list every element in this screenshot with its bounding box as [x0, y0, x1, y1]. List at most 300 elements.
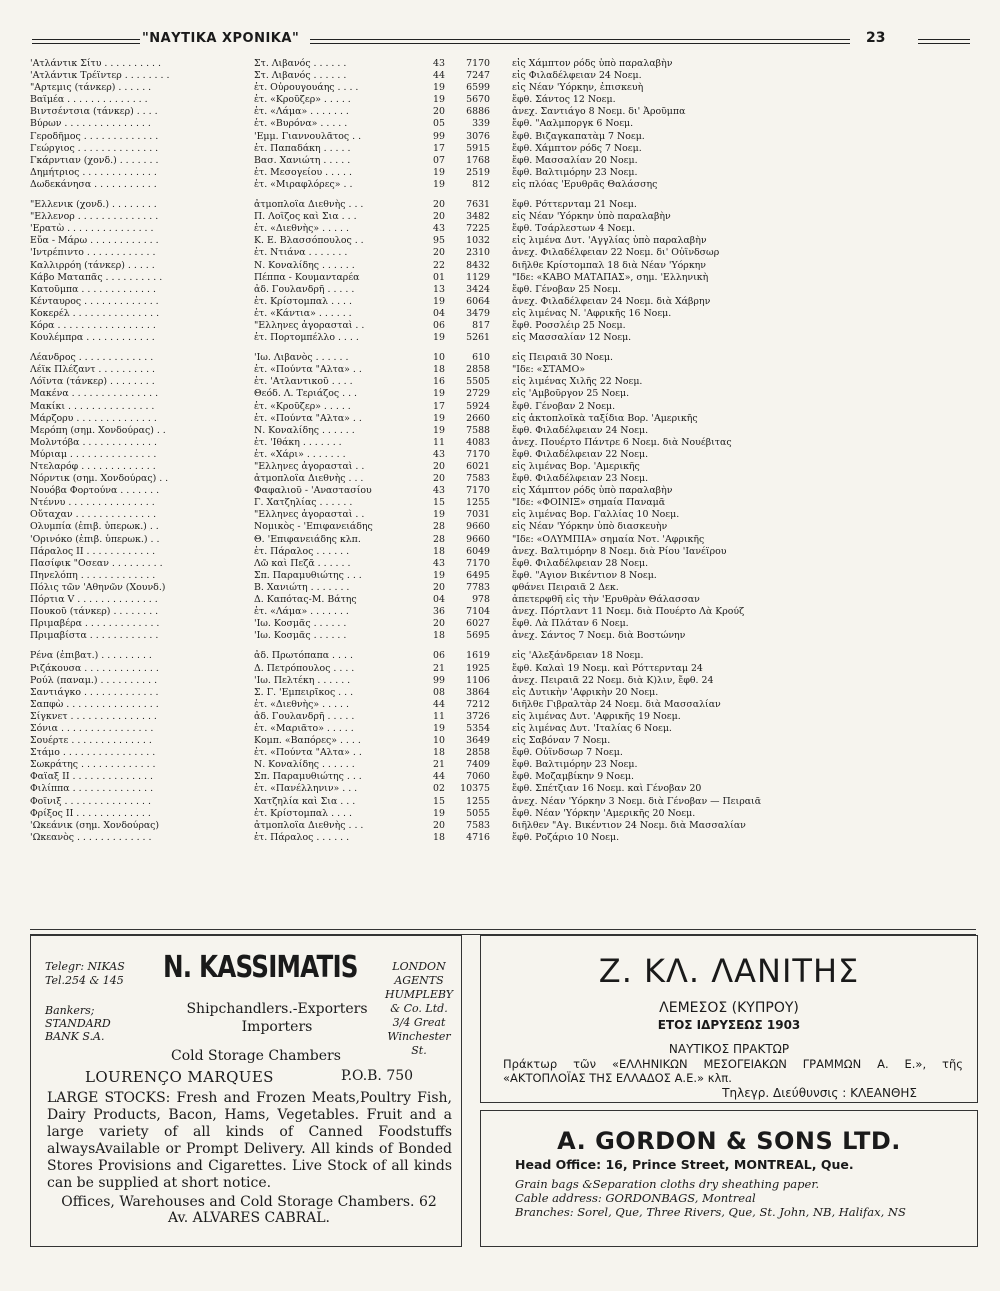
tonnage: 8432 — [466, 259, 490, 271]
ship-row — [30, 70, 978, 82]
location-note: ἀνεχ. Πουέρτο Πάντρε 6 Νοεμ. διὰ Νουέβιτας — [512, 436, 732, 448]
tonnage: 4083 — [466, 436, 490, 448]
ship-name: Πόρτια V . . . . . . . . . . . . . . — [30, 594, 158, 606]
ship-name: Φρίξος ΙΙ . . . . . . . . . . . . . — [30, 807, 151, 819]
flag-code: 19 — [433, 295, 445, 307]
owner-agent: ἀτμοπλοΐα Διεθνὴς . . . — [254, 473, 364, 485]
ship-row — [30, 630, 978, 642]
location-note: ἔφθ. Λὰ Πλάταν 6 Νοεμ. — [512, 618, 629, 630]
flag-code: 19 — [433, 94, 445, 106]
flag-code: 16 — [433, 376, 445, 388]
location-note: ἔφθ. "Ααλμποργκ 6 Νοεμ. — [512, 118, 634, 130]
tonnage: 5924 — [466, 400, 490, 412]
location-note: εἰς Νέαν 'Υόρκην, ἐπισκευὴ — [512, 82, 644, 94]
owner-agent: ἑτ. «Βυρόνα» . . . . . — [254, 118, 348, 130]
flag-code: 10 — [433, 735, 445, 747]
location-note: "Ιδε: «ΦΟΙΝΙΞ» σημαία Παναμᾶ — [512, 497, 666, 509]
tonnage: 3726 — [466, 710, 490, 722]
ship-row — [30, 260, 978, 272]
flag-code: 43 — [433, 485, 445, 497]
flag-code: 20 — [433, 618, 445, 630]
ship-name: Πριμαβέρα . . . . . . . . . . . . . — [30, 618, 160, 630]
tonnage: 6049 — [466, 545, 490, 557]
location-note: διῆλθε Κρίστομπαλ 18 διὰ Νέαν 'Υόρκην — [512, 259, 706, 271]
owner-agent: Σπ. Παραμυθιώτης . . . — [254, 771, 362, 783]
ship-name: Βιντσέντσια (τάνκερ) . . . . — [30, 106, 158, 118]
ship-row — [30, 179, 978, 191]
owner-agent: ἑτ. Κρίστομπαλ . . . . — [254, 295, 352, 307]
flag-code: 99 — [433, 130, 445, 142]
bankers-line: BANK S.A. — [45, 1030, 105, 1043]
flag-code: 07 — [433, 154, 445, 166]
location-note: εἰς λιμένας Βορ. 'Αμερικῆς — [512, 461, 640, 472]
location-note: ἔφθ. Μασσαλίαν 20 Νοεμ. — [512, 154, 638, 166]
owner-agent: "Ελληνες ἀγορασταὶ . . — [254, 509, 365, 521]
ship-row — [30, 473, 978, 485]
ship-row — [30, 582, 978, 594]
location-note: ἀπετερφθῆ εἰς τὴν 'Ερυθρὰν Θάλασσαν — [512, 594, 700, 606]
ship-row — [30, 320, 978, 332]
ship-name: Ντέννυ . . . . . . . . . . . . . . . — [30, 497, 155, 509]
flag-code: 19 — [433, 82, 445, 94]
tonnage: 812 — [472, 178, 490, 190]
flag-code: 19 — [433, 178, 445, 190]
ship-name: Μάρζορυ . . . . . . . . . . . . . . — [30, 412, 157, 424]
ship-row — [30, 223, 978, 235]
tonnage: 3649 — [466, 735, 490, 747]
location-note: ἔφθ. Σπέτζιαν 16 Νοεμ. καὶ Γένοβαν 20 — [512, 783, 702, 795]
ship-row — [30, 485, 978, 497]
ship-name: Φιλίππα . . . . . . . . . . . . . . — [30, 783, 154, 795]
ship-name: 'Ερατὼ . . . . . . . . . . . . . . . — [30, 223, 154, 235]
owner-agent: 'Ιω. Πελτέκη . . . . . . — [254, 674, 351, 686]
flag-code: 20 — [433, 247, 445, 259]
tonnage: 7783 — [466, 581, 490, 593]
owner-agent: ἑτ. «Πούντα "Αλτα» . . — [254, 412, 362, 424]
flag-code: 19 — [433, 412, 445, 424]
ship-row — [30, 118, 978, 130]
location-note: διῆλθεν "Αγ. Βικέντιον 24 Νοεμ. διὰ Μασσαλίαν — [512, 819, 746, 831]
owner-agent: ἑτ. Πάραλος . . . . . . — [254, 545, 350, 557]
tonnage: 3864 — [466, 686, 490, 698]
ship-name: Πριμαβίστα . . . . . . . . . . . . — [30, 630, 159, 642]
tonnage: 1106 — [466, 674, 490, 686]
tonnage: 5261 — [466, 332, 490, 344]
location-note: φθάνει Πειραιᾶ 2 Δεκ. — [512, 581, 619, 593]
flag-code: 99 — [433, 674, 445, 686]
tonnage: 7031 — [466, 509, 490, 521]
ship-row — [30, 199, 978, 211]
tonnage: 7631 — [466, 199, 490, 211]
ship-name: "Ελλενικ (χονδ.) . . . . . . . . — [30, 199, 157, 211]
kassimatis-contact — [45, 960, 125, 988]
owner-agent: Δ. Καπότας-Μ. Βάτης — [254, 594, 357, 606]
ship-name: Πουκοῦ (τάνκερ) . . . . . . . . — [30, 606, 159, 618]
owner-agent: ἑτ. «Μιραφλόρες» . . — [254, 178, 353, 190]
location-note: ἔφθ. Τσάρλεστων 4 Νοεμ. — [512, 223, 636, 235]
flag-code: 43 — [433, 223, 445, 235]
flag-code: 13 — [433, 283, 445, 295]
tonnage: 3479 — [466, 307, 490, 319]
location-note: ἔφθ. Γένοβαν 25 Νοεμ. — [512, 283, 622, 295]
tonnage: 3482 — [466, 211, 490, 223]
flag-code: 18 — [433, 747, 445, 759]
tonnage: 1032 — [466, 235, 490, 247]
flag-code: 95 — [433, 235, 445, 247]
ship-row — [30, 413, 978, 425]
flag-code: 43 — [433, 557, 445, 569]
ship-name: Πηνελόπη . . . . . . . . . . . . . — [30, 569, 156, 581]
gordon-line: Grain bags &Separation cloths dry sheathing paper. — [515, 1177, 820, 1191]
ship-row — [30, 808, 978, 820]
location-note: ἔφθ. Ρόττερνταμ 21 Νοεμ. — [512, 199, 637, 211]
ship-name: 'Ατλάντικ Σίτυ . . . . . . . . . . — [30, 58, 161, 69]
ship-name: 'Ιντρέπιντο . . . . . . . . . . . . — [30, 247, 156, 259]
trade-line: Shipchandlers.-Exporters — [186, 1001, 368, 1017]
ship-name: Κόρα . . . . . . . . . . . . . . . . . — [30, 319, 156, 331]
tonnage: 3076 — [466, 130, 490, 142]
cold-storage: Cold Storage Chambers — [171, 1048, 341, 1064]
ship-row — [30, 376, 978, 388]
ship-name: 'Ωκεάνικ (σημ. Χονδούρας) — [30, 819, 160, 831]
kassimatis-advert — [30, 935, 462, 1247]
owner-agent: Ν. Κοναλίδης . . . . . . — [254, 759, 355, 771]
ship-row — [30, 723, 978, 735]
ship-row — [30, 497, 978, 509]
ship-name: Γκάρντιαν (χονδ.) . . . . . . . — [30, 154, 159, 166]
tonnage: 817 — [472, 319, 490, 331]
flag-code: 04 — [433, 594, 445, 606]
lanitis-established: ΕΤΟΣ ΙΔΡΥΣΕΩΣ 1903 — [657, 1018, 801, 1032]
tonnage: 1129 — [466, 271, 490, 283]
location-note: ἔφθ. Χάμπτον ρόδς 7 Νοεμ. — [512, 142, 642, 154]
location-note: ἀνεχ. Φιλαδέλφειαν 22 Νοεμ. δι' Οὐΐνδσωρ — [512, 247, 720, 259]
owner-agent: Φαφαλιοῦ - 'Αναστασίου — [254, 485, 372, 497]
ship-name: Κοκερέλ . . . . . . . . . . . . . . . — [30, 307, 160, 319]
owner-agent: "Ελληνες ἀγορασταὶ . . — [254, 461, 365, 472]
tonnage: 5354 — [466, 722, 490, 734]
journal-title: "ΝΑΥΤΙΚΑ ΧΡΟΝΙΚΑ" — [142, 31, 300, 46]
ship-row — [30, 272, 978, 284]
tonnage: 6021 — [466, 461, 490, 472]
ship-row — [30, 783, 978, 795]
ship-row — [30, 820, 978, 832]
tonnage: 1255 — [466, 497, 490, 509]
tonnage: 6027 — [466, 618, 490, 630]
owner-agent: ἑτ. «Λάμα» . . . . . . . — [254, 106, 349, 118]
flag-code: 20 — [433, 581, 445, 593]
tonnage: 5505 — [466, 376, 490, 388]
location-note: ἔφθ. Καλαὶ 19 Νοεμ. καὶ Ρόττερνταμ 24 — [512, 662, 703, 674]
flag-code: 36 — [433, 606, 445, 618]
owner-agent: Κ. Ε. Βλασσόπουλος . . — [254, 235, 364, 247]
owner-agent: ἀτμοπλοΐα Διεθνὴς . . . — [254, 819, 364, 831]
flag-code: 19 — [433, 388, 445, 400]
owner-agent: Θεόδ. Λ. Τεριάζος . . . — [254, 388, 358, 400]
bankers — [45, 1004, 111, 1043]
location-note: "Ιδε: «ΚΑΒΟ ΜΑΤΑΠΑΣ», σημ. 'Ελληνικὴ — [512, 271, 709, 283]
ship-name: Μύριαμ . . . . . . . . . . . . . . . — [30, 448, 157, 460]
tonnage: 9660 — [466, 521, 490, 533]
owner-agent: ἑτ. «Κάντια» . . . . . . — [254, 307, 352, 319]
owner-agent: Βασ. Χανιώτη . . . . . — [254, 154, 351, 166]
owner-agent: ἑτ. «Κροῦζερ» . . . . . — [254, 400, 351, 412]
location-note: ἔφθ. Φιλαδέλφειαν 23 Νοεμ. — [512, 473, 649, 485]
owner-agent: ἑτ. «Πανέλληνιν» . . . — [254, 783, 358, 795]
ship-name: Λέανδρος . . . . . . . . . . . . . — [30, 352, 154, 364]
location-note: ἔφθ. Γένοβαν 2 Νοεμ. — [512, 400, 616, 412]
owner-agent: ἑτ. Κρίστομπαλ . . . . — [254, 807, 352, 819]
ship-name: Μακίκι . . . . . . . . . . . . . . . — [30, 400, 155, 412]
tel-line: Tel.254 & 145 — [45, 974, 124, 987]
ship-row — [30, 687, 978, 699]
tonnage: 5055 — [466, 807, 490, 819]
ship-row — [30, 534, 978, 546]
owner-agent: ἑτ. «Κροῦζερ» . . . . . — [254, 94, 351, 106]
ship-row — [30, 796, 978, 808]
owner-agent: ἑτ. 'Ατλαντικοῦ . . . . — [254, 376, 353, 388]
flag-code: 19 — [433, 424, 445, 436]
london-line: & Co. Ltd. — [390, 1002, 448, 1015]
flag-code: 17 — [433, 142, 445, 154]
ship-name: Γεώργιος . . . . . . . . . . . . . . — [30, 142, 159, 154]
ship-name: Λέϊκ Πλέζαντ . . . . . . . . . . — [30, 364, 156, 376]
trade-lines — [177, 1000, 377, 1036]
ship-name: Σίγκνετ . . . . . . . . . . . . . . . — [30, 710, 157, 722]
owner-agent: ἑτ. Πορτομπέλλο . . . . — [254, 332, 359, 344]
flag-code: 43 — [433, 448, 445, 460]
flag-code: 20 — [433, 819, 445, 831]
location-note: ἀνεχ. Σαντιάγο 8 Νοεμ. δι' Ἀροῦμπα — [512, 106, 686, 118]
ship-name: Σαντιάγκο . . . . . . . . . . . . . — [30, 686, 159, 698]
location-note: ἔφθ. Ροζάριο 10 Νοεμ. — [512, 831, 620, 843]
tonnage: 6495 — [466, 569, 490, 581]
ship-name: 'Ορινόκο (ἐπιβ. ὑπερωκ.) . . — [30, 533, 160, 545]
owner-agent: ἑτ. Ντιάνα . . . . . . . — [254, 247, 348, 259]
ship-list — [30, 58, 978, 852]
location-note: ἔφθ. "Αγιον Βικέντιον 8 Νοεμ. — [512, 569, 657, 581]
owner-agent: Χατζηλία καὶ Σια . . . — [254, 795, 356, 807]
tonnage: 978 — [472, 594, 490, 606]
owner-agent: Γ. Χατζηλίας . . . . . . — [254, 497, 353, 509]
owner-agent: ἑτ. «Διεθνὴς» . . . . . — [254, 223, 349, 235]
london-line: Winchester St. — [387, 1030, 451, 1057]
ship-name: Ριζάκουσα . . . . . . . . . . . . . — [30, 662, 159, 674]
tonnage: 2660 — [466, 412, 490, 424]
owner-agent: ἑτ. Παπαδάκη . . . . . — [254, 142, 351, 154]
flag-code: 20 — [433, 473, 445, 485]
page-number: 23 — [866, 30, 886, 46]
offices-address: Offices, Warehouses and Cold Storage Chambers. 62 Av. ALVARES CABRAL. — [61, 1194, 437, 1226]
location-note: εἰς Δυτικὴν 'Αφρικὴν 20 Νοεμ. — [512, 686, 659, 698]
ship-name: Βύρων . . . . . . . . . . . . . . . — [30, 118, 151, 130]
tonnage: 2729 — [466, 388, 490, 400]
ship-name: Βαϊμέα . . . . . . . . . . . . . . — [30, 94, 148, 106]
tonnage: 7170 — [466, 58, 490, 69]
owner-agent: Ν. Κοναλίδης . . . . . . — [254, 424, 355, 436]
flag-code: 28 — [433, 533, 445, 545]
owner-agent: Σπ. Παραμυθιώτης . . . — [254, 569, 362, 581]
location-note: εἰς πλόας 'Ερυθρᾶς Θαλάσσης — [512, 178, 658, 190]
gordon-head-office: Head Office: 16, Prince Street, MONTREAL, Que. — [515, 1157, 854, 1172]
owner-agent: Θ. 'Επιφανειάδης κλπ. — [254, 533, 361, 545]
ship-name: Καλλιρρόη (τάνκερ) . . . . . — [30, 259, 155, 271]
ship-name: 'Ατλάντικ Τρέϊντερ . . . . . . . . — [30, 70, 170, 82]
location-note: εἰς Νέαν 'Υόρκην ὑπὸ διασκευὴν — [512, 521, 668, 533]
location-note: ἔφθ. Μοζαμβίκην 9 Νοεμ. — [512, 771, 634, 783]
flag-code: 18 — [433, 831, 445, 843]
ship-name: Πασίφικ "Οσεαν . . . . . . . . . — [30, 557, 163, 569]
ship-name: Φοῖνιξ . . . . . . . . . . . . . . . — [30, 795, 151, 807]
ship-name: Γεροδῆμος . . . . . . . . . . . . . — [30, 130, 159, 142]
location-note: ἀνεχ. Φιλαδέλφειαν 24 Νοεμ. διὰ Χάβρην — [512, 295, 711, 307]
tonnage: 7588 — [466, 424, 490, 436]
location-note: εἰς 'Αλεξάνδρειαν 18 Νοεμ. — [512, 650, 644, 662]
ship-name: Ντελαρόφ . . . . . . . . . . . . . — [30, 461, 156, 472]
flag-code: 18 — [433, 630, 445, 642]
ship-row — [30, 521, 978, 533]
ship-name: Εὔα - Μάρω . . . . . . . . . . . . — [30, 235, 159, 247]
lanitis-name: Ζ. ΚΛ. ΛΑΝΙΤΗΣ — [598, 952, 860, 990]
flag-code: 19 — [433, 509, 445, 521]
flag-code: 19 — [433, 332, 445, 344]
ship-row — [30, 364, 978, 376]
ship-row — [30, 332, 978, 344]
flag-code: 15 — [433, 795, 445, 807]
ship-name: Σωκράτης . . . . . . . . . . . . . — [30, 759, 156, 771]
ship-row — [30, 131, 978, 143]
tonnage: 3424 — [466, 283, 490, 295]
ship-row — [30, 308, 978, 320]
location-note: ἀνεχ. Πόρτλαντ 11 Νοεμ. διὰ Πουέρτο Λὰ Κρούζ — [512, 606, 745, 618]
ship-row — [30, 155, 978, 167]
london-line: LONDON — [392, 960, 446, 973]
owner-agent: ἑτ. 'Ιθάκη . . . . . . . — [254, 436, 342, 448]
owner-agent: 'Ιω. Λιβανὸς . . . . . . — [254, 352, 349, 364]
location-note: εἰς Πειραιᾶ 30 Νοεμ. — [512, 352, 613, 364]
ship-row — [30, 594, 978, 606]
location-note: εἰς λιμένας Δυτ. 'Αφρικῆς 19 Νοεμ. — [512, 710, 681, 722]
location-note: ἀνεχ. Σάντος 7 Νοεμ. διὰ Βοστώνην — [512, 630, 686, 642]
ship-row — [30, 606, 978, 618]
ship-row — [30, 461, 978, 473]
location-note: "Ιδε: «ΣΤΑΜΟ» — [512, 364, 586, 376]
gordon-advert — [480, 1110, 978, 1247]
ship-row — [30, 663, 978, 675]
ship-group — [30, 352, 978, 642]
gordon-details — [515, 1177, 955, 1219]
owner-agent: 'Ιω. Κοσμᾶς . . . . . . — [254, 618, 347, 630]
ship-row — [30, 449, 978, 461]
location-note: ἔφθ. Φιλαδέλφειαν 24 Νοεμ. — [512, 424, 649, 436]
ship-name: Δημήτριος . . . . . . . . . . . . . — [30, 166, 157, 178]
flag-code: 19 — [433, 722, 445, 734]
owner-agent: 'Ιω. Κοσμᾶς . . . . . . — [254, 630, 347, 642]
owner-agent: ἑτ. Οὐρουγουάης . . . . — [254, 82, 359, 94]
ship-name: Λόϊντα (τάνκερ) . . . . . . . . — [30, 376, 155, 388]
ship-row — [30, 437, 978, 449]
location-note: ἀνεχ. Νέαν 'Υόρκην 3 Νοεμ. διὰ Γένοβαν — Πειραιᾶ — [512, 795, 762, 807]
tonnage: 2858 — [466, 747, 490, 759]
location-note: εἰς Φιλαδέλφειαν 24 Νοεμ. — [512, 70, 642, 82]
ship-row — [30, 759, 978, 771]
lanitis-agency-text: Πράκτωρ τῶν «ΕΛΛΗΝΙΚΩΝ ΜΕΣΟΓΕΙΑΚΩΝ ΓΡΑΜΜΩΝ Α. Ε.», τῆς «ΑΚΤΟΠΛΟΪΑΣ ΤΗΣ ΕΛΛΑΔΟΣ Α.Ε.» κλπ. — [503, 1057, 963, 1085]
location-note: ἔφθ. Ροσσλέιρ 25 Νοεμ. — [512, 319, 626, 331]
owner-agent: ἑτ. «Λάμα» . . . . . . . — [254, 606, 349, 618]
location-note: ἀνεχ. Βαλτιμόρην 8 Νοεμ. διὰ Ρίου 'Ιανέϊρου — [512, 545, 727, 557]
flag-code: 11 — [433, 710, 445, 722]
tonnage: 5915 — [466, 142, 490, 154]
flag-code: 21 — [433, 759, 445, 771]
location-note: εἰς λιμένας Βορ. Γαλλίας 10 Νοεμ. — [512, 509, 680, 521]
ship-row — [30, 832, 978, 844]
location-note: ἔφθ. Βαλτιμόρην 23 Νοεμ. — [512, 759, 638, 771]
owner-agent: ἀδ. Πρωτόπαπα . . . . — [254, 650, 353, 662]
ship-row — [30, 735, 978, 747]
ship-row — [30, 296, 978, 308]
flag-code: 11 — [433, 436, 445, 448]
ship-name: Νουόβα Φορτούνα . . . . . . . — [30, 485, 160, 497]
owner-agent: Πέππα - Κουμανταρέα — [254, 271, 360, 283]
ship-name: Κουλέμπρα . . . . . . . . . . . . — [30, 332, 155, 344]
flag-code: 08 — [433, 686, 445, 698]
location-note: εἰς 'Αμβοῦργον 25 Νοεμ. — [512, 388, 630, 400]
flag-code: 06 — [433, 650, 445, 662]
gordon-line: Branches: Sorel, Que, Three Rivers, Que, St. John, NB, Halifax, NS — [515, 1205, 906, 1219]
ship-row — [30, 747, 978, 759]
ship-name: Ρούλ (παναμ.) . . . . . . . . . . — [30, 674, 158, 686]
owner-agent: ἀδ. Γουλανδρῆ . . . . . — [254, 710, 355, 722]
ship-row — [30, 425, 978, 437]
owner-agent: ἑτ. «Πούντα "Αλτα» . . — [254, 747, 362, 759]
tonnage: 2310 — [466, 247, 490, 259]
city-name: LOURENÇO MARQUES — [85, 1068, 274, 1086]
tonnage: 610 — [472, 352, 490, 364]
owner-agent: Ν. Κοναλίδης . . . . . . — [254, 259, 355, 271]
flag-code: 20 — [433, 461, 445, 472]
stock-description: LARGE STOCKS: Fresh and Frozen Meats,Poultry Fish, Dairy Products, Bacon, Hams, Vegetables. Fruit and a large variety of all kinds of Canned Foodstuffs alwaysAvailable or Prompt Delivery. All kinds of Bonded Stores Provisions and Cigarettes. Live Stock of all kinds can be supplied at short notice. — [47, 1090, 452, 1191]
bankers-line: Bankers; — [45, 1004, 95, 1017]
location-note: εἰς λιμένας Ν. 'Αφρικῆς 16 Νοεμ. — [512, 307, 672, 319]
location-note: εἰς Νέαν 'Υόρκην ὑπὸ παραλαβὴν — [512, 211, 671, 223]
tonnage: 1619 — [466, 650, 490, 662]
ship-name: Κένταυρος . . . . . . . . . . . . . — [30, 295, 159, 307]
page-header — [20, 28, 970, 50]
gordon-line: Cable address: GORDONBAGS, Montreal — [515, 1191, 756, 1205]
location-note: εἰς Σαβόναν 7 Νοεμ. — [512, 735, 611, 747]
tonnage: 7170 — [466, 448, 490, 460]
ship-name: Οὔταχαν . . . . . . . . . . . . . . — [30, 509, 157, 521]
tonnage: 7212 — [466, 698, 490, 710]
owner-agent: Νομικὸς - 'Επιφανειάδης — [254, 521, 373, 533]
ship-row — [30, 650, 978, 662]
flag-code: 19 — [433, 569, 445, 581]
owner-agent: ἑτ. «Μαριᾶτο» . . . . . — [254, 722, 354, 734]
owner-agent: ἀτμοπλοΐα Διεθνὴς . . . — [254, 199, 364, 211]
tonnage: 6886 — [466, 106, 490, 118]
ship-name: Σαπφὼ . . . . . . . . . . . . . . . . — [30, 698, 159, 710]
owner-agent: ἀδ. Γουλανδρῆ . . . . . — [254, 283, 355, 295]
kassimatis-brand: N. KASSIMATIS — [163, 950, 358, 985]
flag-code: 15 — [433, 497, 445, 509]
bankers-line: STANDARD — [45, 1017, 111, 1030]
tonnage: 5695 — [466, 630, 490, 642]
ship-name: Πάραλος ΙΙ . . . . . . . . . . . . — [30, 545, 156, 557]
location-note: εἰς λιμένας Δυτ. 'Ιταλίας 6 Νοεμ. — [512, 722, 672, 734]
flag-code: 20 — [433, 211, 445, 223]
london-line: 3/4 Great — [392, 1016, 446, 1029]
location-note: ἔφθ. Βαλτιμόρην 23 Νοεμ. — [512, 166, 638, 178]
